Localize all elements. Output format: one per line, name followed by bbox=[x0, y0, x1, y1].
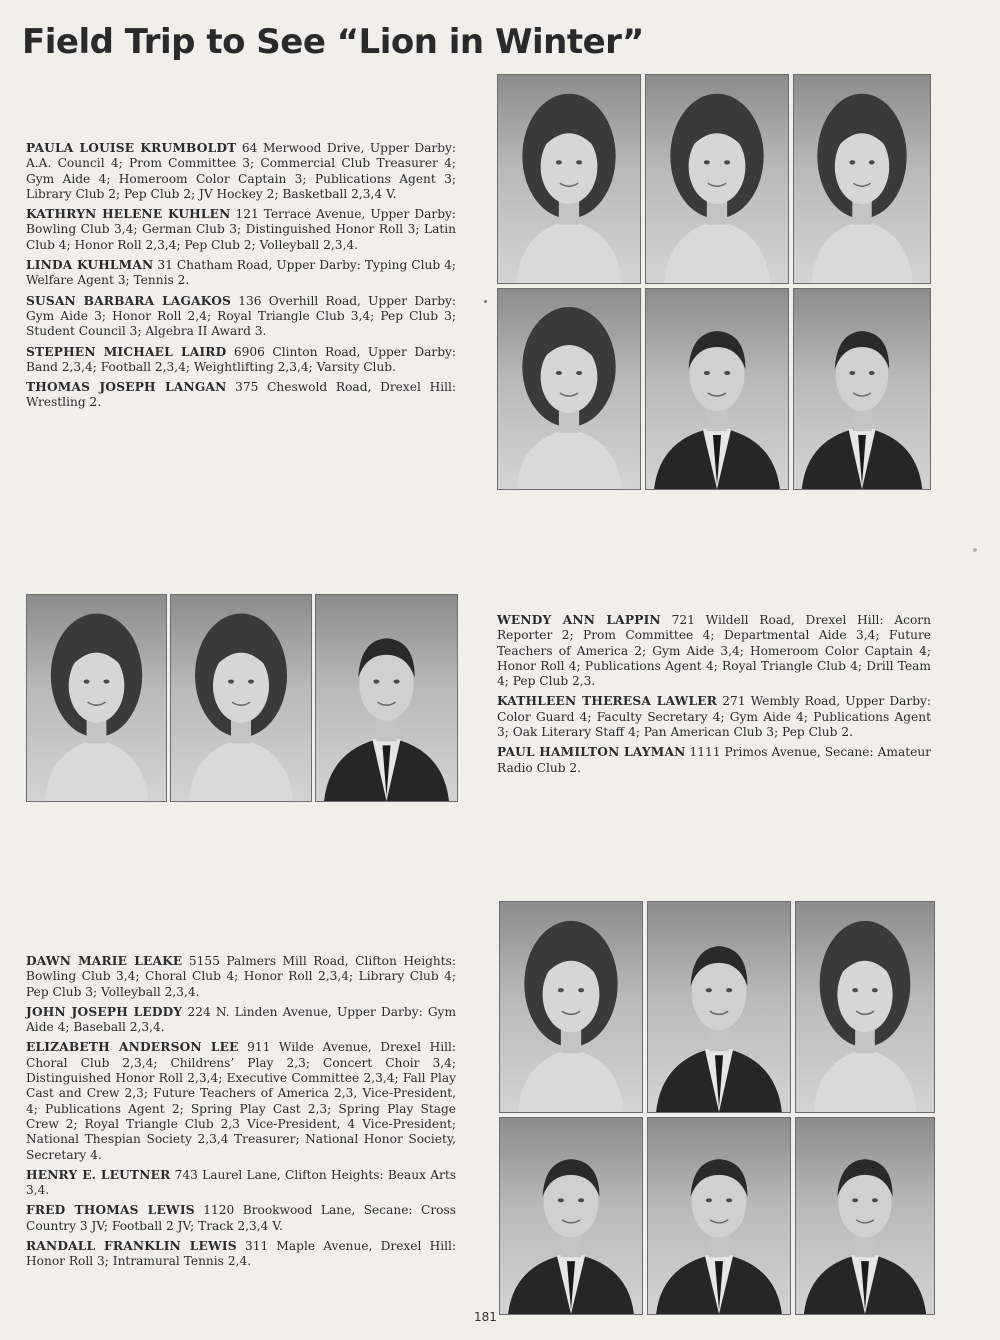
portrait-photo bbox=[647, 901, 791, 1113]
student-details: 721 Wildell Road, Drexel Hill: Acorn Reporter 2; Prom Committee 4; Departmental Aide 3,4; Future Teachers of America 2; Gym Aide 3,4; Homeroom Color Captain 4; Honor Roll 4; Publications Agent 4; Royal Triangle Club 4; Drill Team 4; Pep Club 2,3. bbox=[497, 613, 931, 689]
portrait-photo bbox=[645, 74, 789, 284]
portrait-photo bbox=[499, 901, 643, 1113]
student-name: PAULA LOUISE KRUMBOLDT bbox=[26, 141, 237, 155]
student-details: 224 N. Linden Avenue, Upper Darby: Gym Aide 4; Baseball 2,3,4. bbox=[26, 1004, 457, 1035]
student-name: THOMAS JOSEPH LANGAN bbox=[26, 380, 227, 395]
student-details: 743 Laurel Lane, Clifton Heights: Beaux Arts 3,4. bbox=[26, 1167, 457, 1198]
portrait-photo bbox=[315, 594, 458, 802]
portrait-silhouette bbox=[500, 1118, 642, 1314]
portrait-silhouette bbox=[316, 595, 457, 801]
portrait-photo bbox=[793, 288, 931, 490]
bio-entry bbox=[497, 745, 931, 776]
student-details: 375 Cheswold Road, Drexel Hill: Wrestling 2. bbox=[26, 380, 456, 410]
student-name: LINDA KUHLMAN bbox=[26, 258, 154, 273]
portrait-silhouette bbox=[171, 595, 311, 801]
portrait-photo bbox=[795, 901, 935, 1113]
bio-entry bbox=[26, 954, 456, 1000]
portrait-silhouette bbox=[796, 902, 934, 1112]
bio-entry bbox=[26, 1203, 456, 1234]
bio-column-bottom bbox=[26, 954, 456, 1275]
student-name: PAUL HAMILTON LAYMAN bbox=[497, 745, 686, 760]
student-details: 271 Wembly Road, Upper Darby: Color Guard 4; Faculty Secretary 4; Gym Aide 4; Publications Agent 3; Oak Literary Staff 4; Pan American Club 3; Pep Club 2. bbox=[497, 694, 931, 740]
bio-entry bbox=[26, 380, 456, 411]
portrait-silhouette bbox=[648, 902, 790, 1112]
portrait-photo bbox=[26, 594, 167, 802]
print-speck bbox=[484, 300, 487, 303]
student-name: RANDALL FRANKLIN LEWIS bbox=[26, 1239, 237, 1254]
portrait-photo bbox=[645, 288, 789, 490]
print-speck bbox=[973, 548, 977, 552]
student-details: 5155 Palmers Mill Road, Clifton Heights: Bowling Club 3,4; Choral Club 4; Honor Roll 2,3,4; Library Club 4; Pep Club 3; Volleyball 2,3,4. bbox=[26, 954, 456, 999]
student-details: 1111 Primos Avenue, Secane: Amateur Radio Club 2. bbox=[497, 745, 931, 775]
bio-entry bbox=[497, 613, 931, 689]
portrait-silhouette bbox=[646, 289, 788, 489]
student-name: JOHN JOSEPH LEDDY bbox=[26, 1004, 183, 1019]
student-name: ELIZABETH ANDERSON LEE bbox=[26, 1040, 239, 1055]
bio-column-middle bbox=[497, 613, 931, 781]
bio-column-top bbox=[26, 141, 456, 416]
portrait-photo bbox=[497, 288, 641, 490]
portrait-photo bbox=[793, 74, 931, 284]
portrait-photo bbox=[170, 594, 312, 802]
portrait-silhouette bbox=[648, 1118, 790, 1314]
page-title: Field Trip to See “Lion in Winter” bbox=[22, 22, 644, 62]
portrait-photo bbox=[499, 1117, 643, 1315]
student-details: 64 Merwood Drive, Upper Darby: A.A. Council 4; Prom Committee 3; Commercial Club Treasurer 4; Gym Aide 4; Homeroom Color Captain 3; Publications Agent 3; Library Club 2; Pep Club 2; JV Hockey 2; Basketball 2,3,4 V. bbox=[26, 141, 457, 201]
page-number: 181 bbox=[474, 1310, 497, 1324]
bio-entry bbox=[26, 207, 456, 253]
portrait-silhouette bbox=[500, 902, 642, 1112]
bio-entry bbox=[26, 345, 456, 376]
bio-entry bbox=[26, 1005, 456, 1036]
student-details: 136 Overhill Road, Upper Darby: Gym Aide 3; Honor Roll 2,4; Royal Triangle Club 3,4; Pep Club 3; Student Council 3; Algebra II Award 3. bbox=[26, 293, 456, 339]
bio-entry bbox=[26, 1239, 456, 1270]
student-name: FRED THOMAS LEWIS bbox=[26, 1203, 195, 1218]
student-name: WENDY ANN LAPPIN bbox=[497, 613, 661, 627]
bio-entry bbox=[26, 258, 456, 289]
student-name: KATHRYN HELENE KUHLEN bbox=[26, 207, 231, 222]
portrait-silhouette bbox=[498, 289, 640, 489]
student-details: 311 Maple Avenue, Drexel Hill: Honor Roll 3; Intramural Tennis 2,4. bbox=[26, 1239, 457, 1269]
portrait-silhouette bbox=[498, 75, 640, 283]
student-details: 6906 Clinton Road, Upper Darby: Band 2,3,4; Football 2,3,4; Weightlifting 2,3,4; Varsity Club. bbox=[26, 344, 456, 374]
student-details: 121 Terrace Avenue, Upper Darby: Bowling Club 3,4; German Club 3; Distinguished Honor Roll 3; Latin Club 4; Honor Roll 2,3,4; Pep Club 2; Volleyball 2,3,4. bbox=[26, 207, 456, 252]
portrait-silhouette bbox=[27, 595, 166, 801]
portrait-silhouette bbox=[794, 289, 930, 489]
portrait-silhouette bbox=[646, 75, 788, 283]
student-name: STEPHEN MICHAEL LAIRD bbox=[26, 344, 227, 359]
student-details: 911 Wilde Avenue, Drexel Hill: Choral Club 2,3,4; Childrens’ Play 2,3; Concert Choir 3,4; Distinguished Honor Roll 2,3,4; Executive Committee 2,3,4; Fall Play Cast and Crew 2,3; Future Teachers of America 2,3, Vice-President, 4; Publications Agent 2; Spring Play Cast 2,3; Spring Play Stage Crew 2; Royal Triangle Club 2,3 Vice-President, 4 Vice-President; National Thespian Society 2,3,4 Treasurer; National Honor Society, Secretary 4. bbox=[26, 1040, 457, 1162]
bio-entry bbox=[497, 694, 931, 740]
bio-entry bbox=[26, 1168, 456, 1199]
bio-entry bbox=[26, 294, 456, 340]
bio-entry bbox=[26, 141, 456, 202]
student-details: 1120 Brookwood Lane, Secane: Cross Country 3 JV; Football 2 JV; Track 2,3,4 V. bbox=[26, 1203, 456, 1233]
student-name: KATHLEEN THERESA LAWLER bbox=[497, 694, 718, 709]
bio-entry bbox=[26, 1040, 456, 1162]
student-name: DAWN MARIE LEAKE bbox=[26, 954, 183, 968]
portrait-silhouette bbox=[794, 75, 930, 283]
portrait-silhouette bbox=[796, 1118, 934, 1314]
portrait-photo bbox=[795, 1117, 935, 1315]
portrait-photo bbox=[647, 1117, 791, 1315]
student-details: 31 Chatham Road, Upper Darby: Typing Club 4; Welfare Agent 3; Tennis 2. bbox=[26, 258, 456, 288]
student-name: SUSAN BARBARA LAGAKOS bbox=[26, 293, 232, 308]
portrait-photo bbox=[497, 74, 641, 284]
student-name: HENRY E. LEUTNER bbox=[26, 1167, 171, 1182]
